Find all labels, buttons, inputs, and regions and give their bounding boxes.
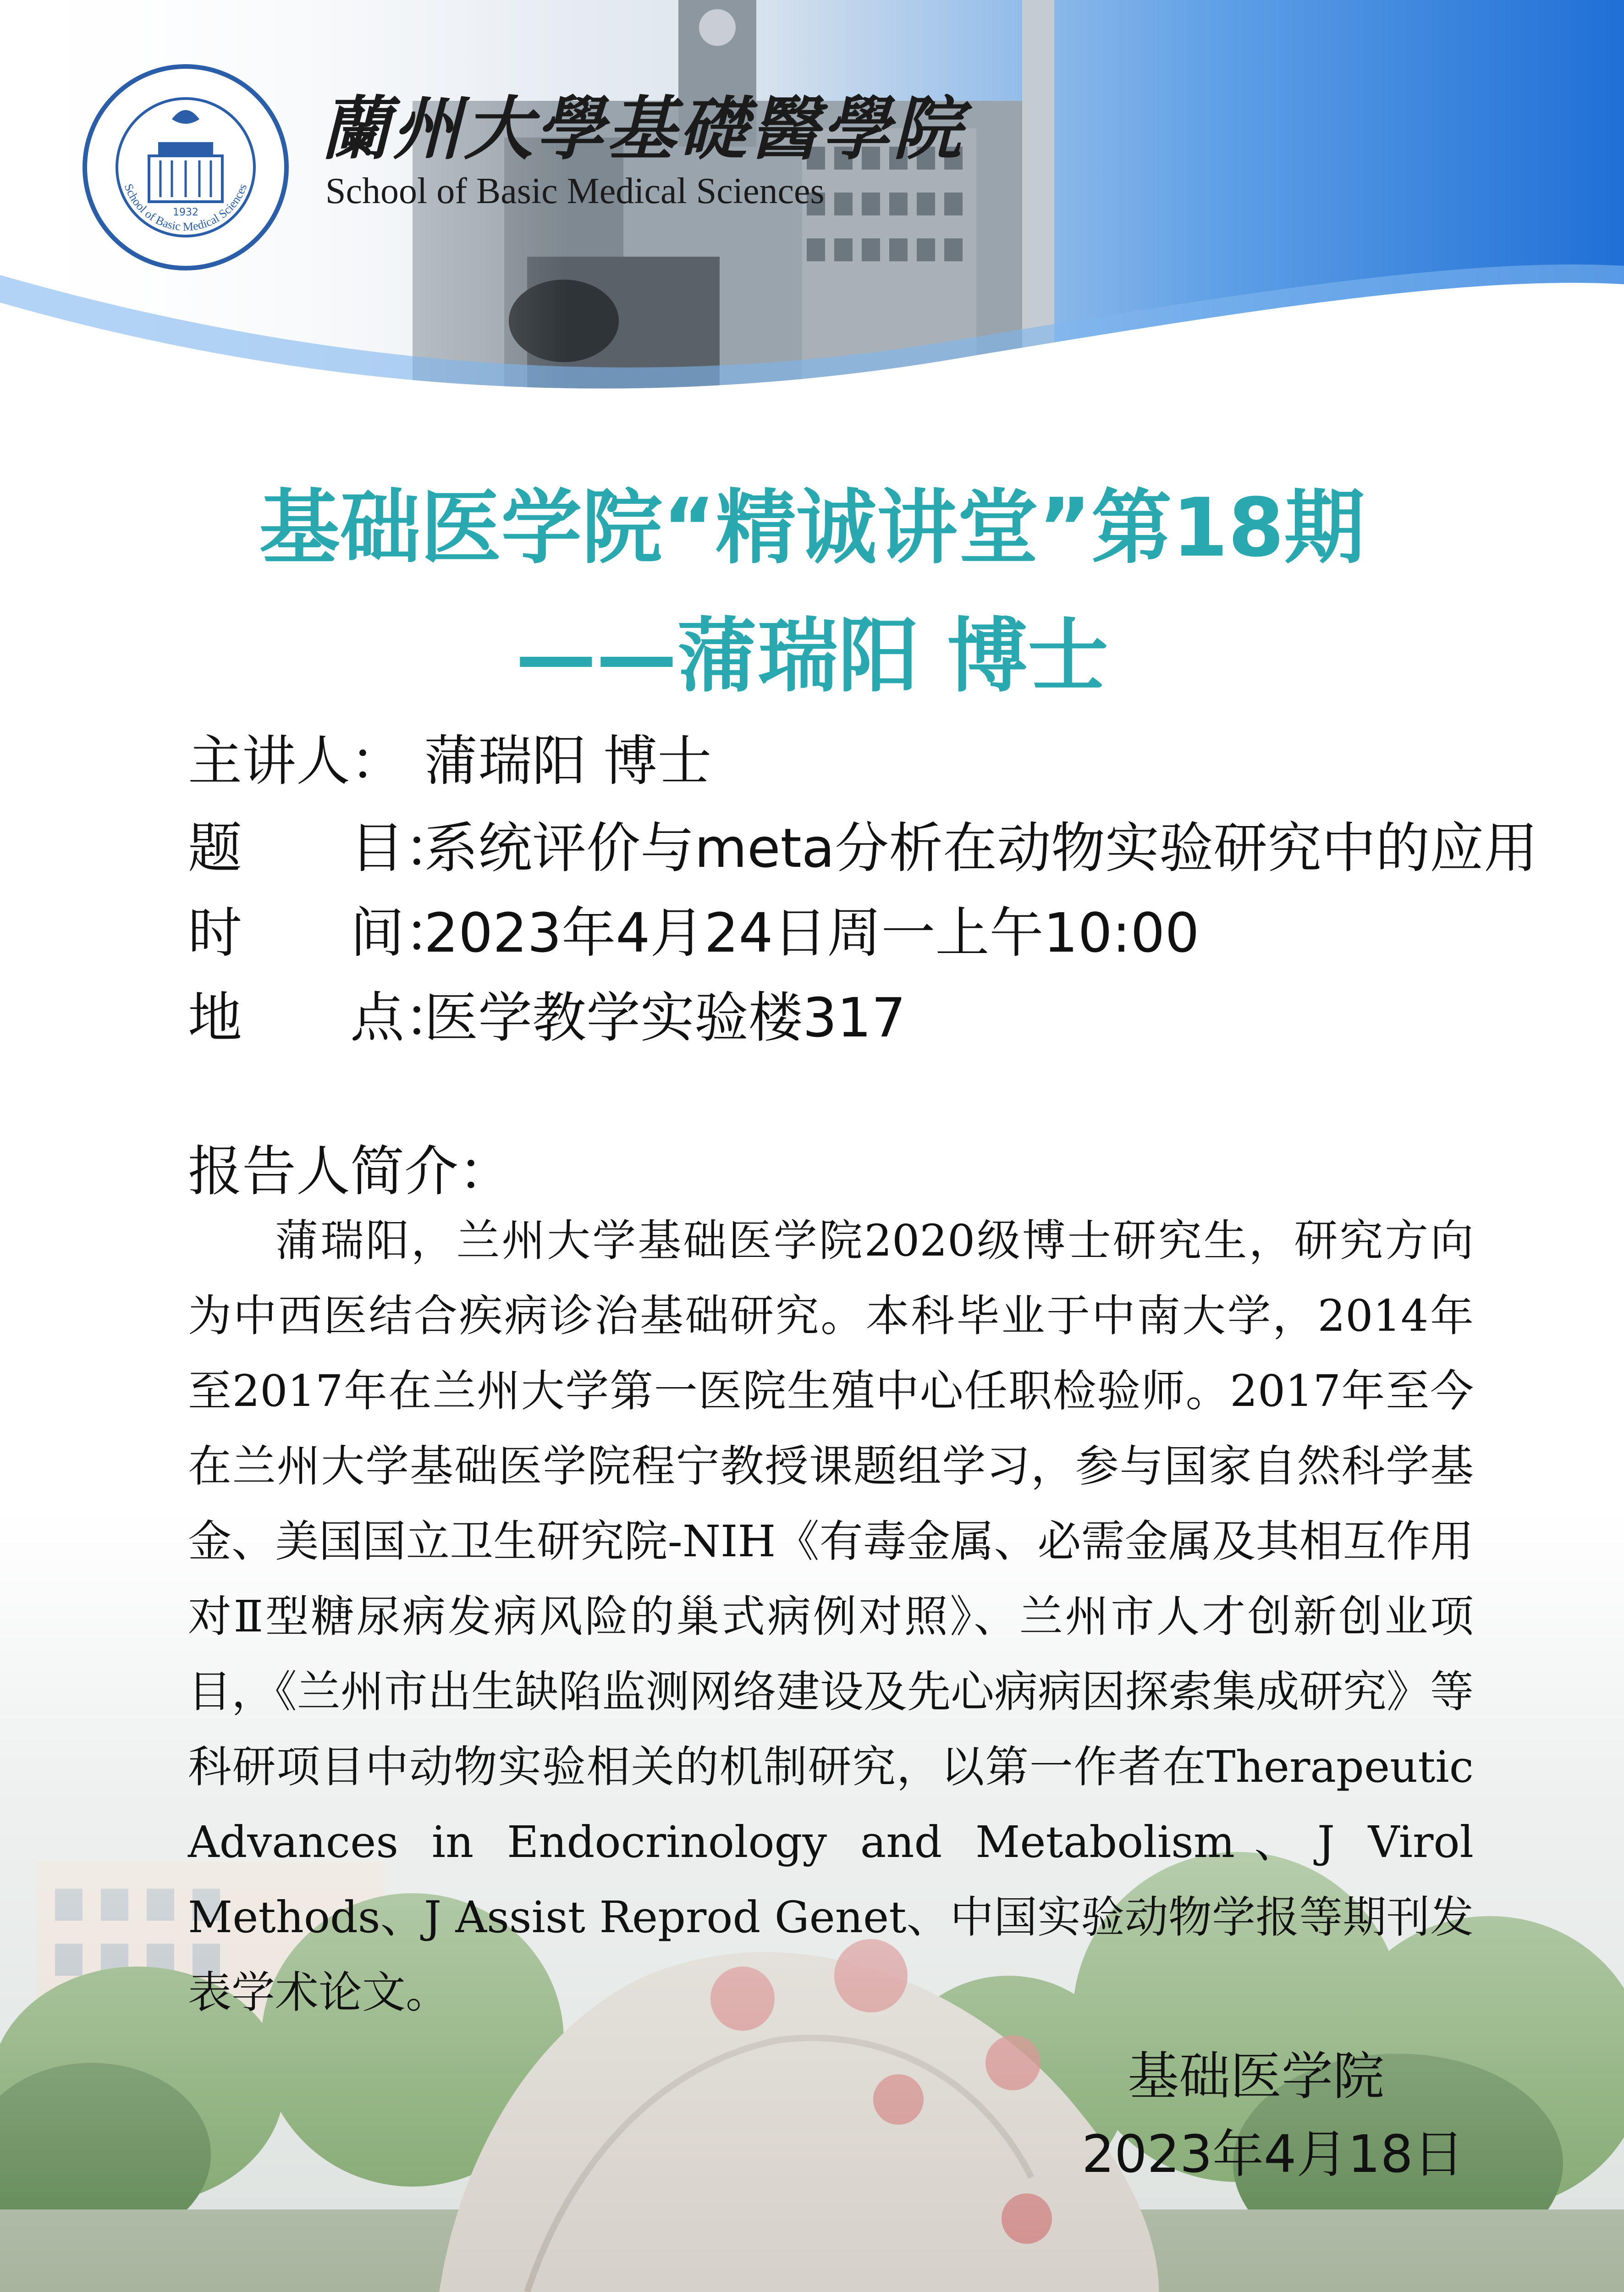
topic-row	[188, 804, 1538, 882]
speaker-label: 主讲人：	[188, 729, 405, 793]
header-banner	[0, 0, 1624, 413]
school-name-english: School of Basic Medical Sciences	[325, 171, 825, 211]
speaker-value: 蒲瑞阳 博士	[424, 729, 712, 793]
svg-text:School of Basic Medical Scienc: School of Basic Medical Sciences	[121, 182, 250, 234]
time-row	[188, 889, 1200, 967]
speaker-row	[188, 717, 712, 795]
school-name-chinese: 蘭州大學基礎醫學院	[321, 88, 965, 169]
signature-organization: 基础医学院	[1128, 2047, 1384, 2106]
university-seal-logo	[83, 64, 289, 270]
svg-text:1932: 1932	[173, 207, 198, 218]
place-row	[188, 974, 906, 1052]
place-value: 医学教学实验楼317	[424, 986, 906, 1049]
time-value: 2023年4月24日周一上午10:00	[424, 901, 1200, 964]
lecture-title: 基础医学院“精诚讲堂”第18期	[259, 481, 1365, 575]
topic-label: 题 目：	[188, 816, 459, 880]
place-label: 地 点：	[188, 986, 459, 1049]
lecture-subtitle: ——蒲瑞阳 博士	[515, 609, 1109, 703]
signature-date: 2023年4月18日	[1082, 2125, 1464, 2184]
time-label: 时 间：	[188, 901, 459, 964]
bio-heading: 报告人简介：	[188, 1140, 513, 1203]
topic-value: 系统评价与meta分析在动物实验研究中的应用	[424, 816, 1538, 880]
bio-paragraph: 蒲瑞阳，兰州大学基础医学院2020级博士研究生，研究方向为中西医结合疾病诊治基础研究。本科毕业于中南大学，2014年至2017年在兰州大学第一医院生殖中心任职检验师。2017年至今在兰州大学基础医学院程宁教授课题组学习，参与国家自然科学基金、美国国立卫生研究院-NIH《有毒金属、必需金属及其相互作用对Ⅱ型糖尿病发病风险的巢式病例对照》、兰州市人才创新创业项目，《兰州市出生缺陷监测网络建设及先心病病因探索集成研究》等科研项目中动物实验相关的机制研究，以第一作者在Therapeutic Advances in Endocrinology and Metabolism、J Virol Methods、J Assist Reprod Genet、中国实验动物学报等期刊发表学术论文。	[188, 1216, 1474, 2018]
